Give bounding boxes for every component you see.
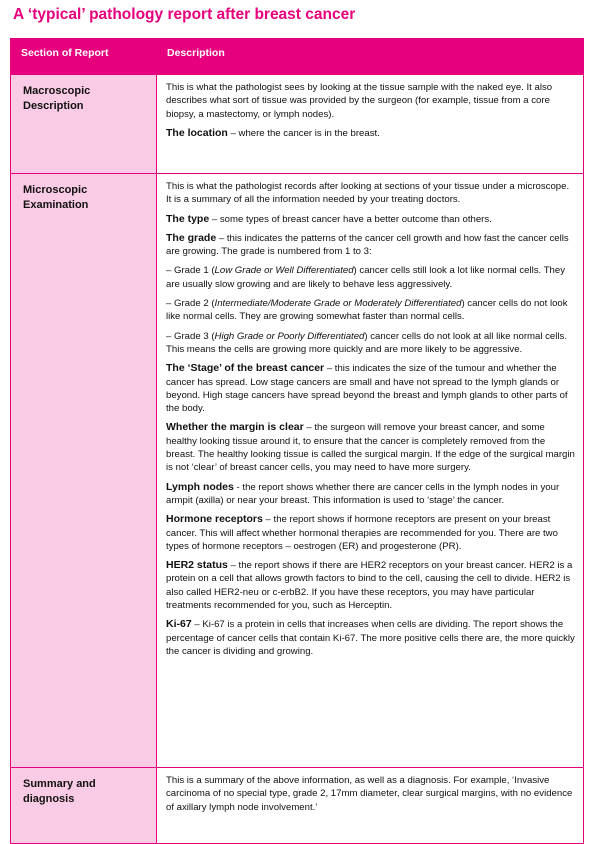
header-section-of-report: Section of Report <box>11 39 157 75</box>
paragraph <box>166 81 575 121</box>
paragraph <box>166 774 575 814</box>
paragraph-lead: Hormone receptors <box>166 513 263 526</box>
paragraph <box>166 481 575 508</box>
paragraph <box>166 127 575 140</box>
paragraph-text: – the surgeon will remove your breast cancer, and some healthy looking tissue around it, to ensure that the cancer is completely removed from the breast. The healthy looking tissue is called the surgical margin. If the edge of the surgical margin is not ‘clear’ of breast cancer cells, you may need to have more surgery. <box>166 422 575 474</box>
paragraph-italic: Low Grade or Well Differentiated <box>214 265 354 277</box>
paragraph-text: – the report shows if hormone receptors are present on your breast cancer. This will affect whether hormonal therapies are recommended for you. There are two types of hormone receptors – oestrogen (ER) and progesterone (PR). <box>166 514 558 552</box>
paragraph-text: – the report shows if there are HER2 receptors on your breast cancer. HER2 is a protein on a cell that allows growth factors to bind to the cell, causing the cell to divide. HER2 is also called HER2-neu or c-erbB2. If you have these receptors, you may have particular treatments recommended for you, such as Herceptin. <box>166 560 573 612</box>
paragraph-lead: Whether the margin is clear <box>166 421 304 434</box>
paragraph-text: - the report shows whether there are cancer cells in the lymph nodes in your armpit (axilla) or near your breast. This information is used to ‘stage’ the cancer. <box>166 481 560 506</box>
paragraph-grade-2 <box>166 297 575 324</box>
paragraph-grade-1 <box>166 264 575 291</box>
paragraph-text: – this indicates the patterns of the cancer cell growth and how fast the cancer cells are growing. The grade is numbered from 1 to 3: <box>166 232 569 258</box>
paragraph <box>166 180 575 207</box>
paragraph-text: ) cancer cells do not look like normal cells. They are growing somewhat faster than normal cells. <box>166 298 568 323</box>
paragraph-pre: – Grade 1 ( <box>166 265 215 277</box>
section-label-microscopic: Microscopic Examination <box>11 174 157 768</box>
paragraph-text: – this indicates the size of the tumour and whether the cancer has spread. Low stage cancers are small and have not spread to the lymph glands or beyond. High stage cancers have spread beyond the breast and lymph glands to other parts of the body. <box>166 363 568 415</box>
paragraph-text: This is a summary of the above information, as well as a diagnosis. For example, ‘Invasive carcinoma of no special type, grade 2, 17mm diameter, clear surgical margins, with no evidence of axillary lymph node involvement.’ <box>166 775 573 813</box>
paragraph-lead: The grade <box>166 231 217 244</box>
paragraph-lead: The ‘Stage’ of the breast cancer <box>166 362 325 375</box>
table-row <box>11 768 584 844</box>
pathology-report-table <box>10 38 584 844</box>
paragraph-lead: The type <box>166 212 210 225</box>
paragraph <box>166 232 575 259</box>
page-title: A ‘typical’ pathology report after breast cancer <box>13 6 356 23</box>
paragraph <box>166 362 575 415</box>
paragraph <box>166 213 575 226</box>
section-label-summary: Summary and diagnosis <box>11 768 157 844</box>
paragraph-text: This is what the pathologist records after looking at sections of your tissue under a microscope. It is a summary of all the information needed by your treating doctors. <box>166 181 570 206</box>
section-label-macroscopic: Macroscopic Description <box>11 75 157 174</box>
paragraph <box>166 421 575 474</box>
paragraph-pre: – Grade 3 ( <box>166 330 215 342</box>
paragraph-italic: Intermediate/Moderate Grade or Moderately Differentiated <box>214 298 462 310</box>
paragraph <box>166 559 575 612</box>
table-row <box>11 75 584 174</box>
paragraph-text: ) cancer cells do not look at all like normal cells. This means the cells are growing more quickly and are more likely to be aggressive. <box>166 330 567 355</box>
paragraph-lead: HER2 status <box>166 559 228 572</box>
paragraph-pre: – Grade 2 ( <box>166 298 215 310</box>
paragraph-text: – some types of breast cancer have a better outcome than others. <box>209 213 492 225</box>
table-header-row <box>11 39 584 75</box>
paragraph-grade-3 <box>166 330 575 357</box>
paragraph-text: – Ki-67 is a protein in cells that increases when cells are dividing. The report shows the percentage of cancer cells that contain Ki-67. The more positive cells there are, the more quickly the cancer is dividing and growing. <box>166 619 575 657</box>
table-row <box>11 174 584 768</box>
description-summary <box>157 768 584 844</box>
paragraph-text: This is what the pathologist sees by looking at the tissue sample with the naked eye. It also describes what sort of tissue was provided by the surgeon (for example, tissue from a core biopsy, a mastectomy, or lymph nodes). <box>166 82 553 120</box>
description-microscopic <box>157 174 584 768</box>
paragraph <box>166 513 575 553</box>
paragraph-lead: Lymph nodes <box>166 480 234 493</box>
paragraph <box>166 618 575 658</box>
description-macroscopic <box>157 75 584 174</box>
paragraph-text: – where the cancer is in the breast. <box>227 127 380 139</box>
paragraph-lead: The location <box>166 126 228 139</box>
paragraph-text: ) cancer cells still look a lot like normal cells. They are usually slow growing and are likely to behave less aggressively. <box>166 265 566 290</box>
paragraph-italic: High Grade or Poorly Differentiated <box>214 330 365 342</box>
paragraph-lead: Ki-67 <box>166 618 192 631</box>
header-description: Description <box>157 39 584 75</box>
